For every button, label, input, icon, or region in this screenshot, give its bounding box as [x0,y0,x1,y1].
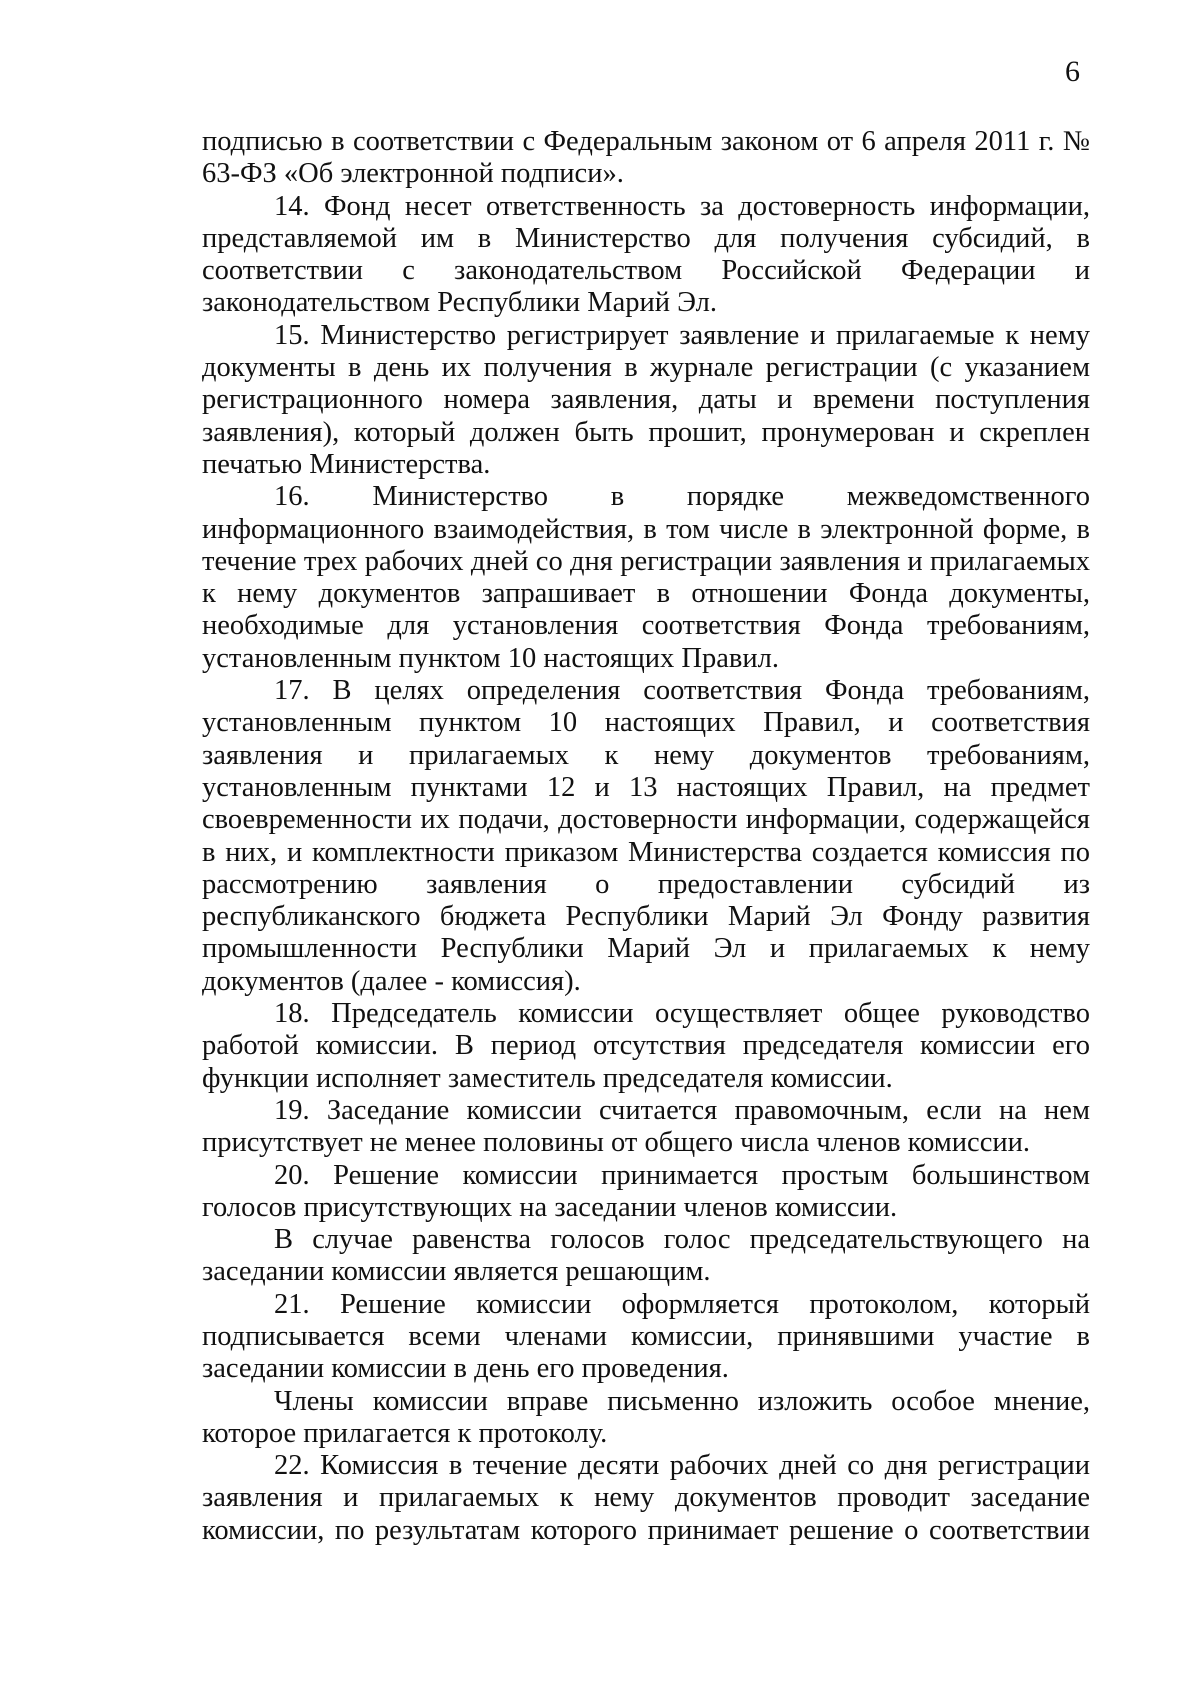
paragraph-21: 21. Решение комиссии оформляется протоколом, который подписывается всеми членами комиссии, принявшими участие в заседании комиссии в день его проведения. [202,1288,1090,1385]
document-body [202,126,1090,1547]
paragraph-14: 14. Фонд несет ответственность за достоверность информации, представляемой им в Министерство для получения субсидий, в соответствии с законодательством Российской Федерации и законодательством Республики Марий Эл. [202,190,1090,319]
paragraph-20: 20. Решение комиссии принимается простым большинством голосов присутствующих на заседании членов комиссии. [202,1159,1090,1223]
paragraph-18: 18. Председатель комиссии осуществляет общее руководство работой комиссии. В период отсутствия председателя комиссии его функции исполняет заместитель председателя комиссии. [202,998,1090,1094]
paragraph-17: 17. В целях определения соответствия Фонда требованиям, установленным пунктом 10 настоящих Правил, и соответствия заявления и прилагаемых к нему документов требованиям, установленным пунктами 12 и 13 настоящих Правил, на предмет своевременности их подачи, достоверности информации, содержащейся в них, и комплектности приказом Министерства создается комиссия по рассмотрению заявления о предоставлении субсидий из республиканского бюджета Республики Марий Эл Фонду развития промышленности Республики Марий Эл и прилагаемых к нему документов (далее - комиссия). [202,675,1090,997]
paragraph-19: 19. Заседание комиссии считается правомочным, если на нем присутствует не менее половины от общего числа членов комиссии. [202,1094,1090,1159]
paragraph-13-continuation: подписью в соответствии с Федеральным законом от 6 апреля 2011 г. № 63-ФЗ «Об электронной подписи». [202,126,1090,190]
paragraph-20-tie-vote: В случае равенства голосов голос председательствующего на заседании комиссии является решающим. [202,1224,1090,1288]
paragraph-22: 22. Комиссия в течение десяти рабочих дней со дня регистрации заявления и прилагаемых к нему документов проводит заседание комиссии, по результатам которого принимает решение о соответствии [202,1450,1090,1546]
paragraph-15: 15. Министерство регистрирует заявление и прилагаемые к нему документы в день их получения в журнале регистрации (с указанием регистрационного номера заявления, даты и времени поступления заявления), который должен быть прошит, пронумерован и скреплен печатью Министерства. [202,319,1090,480]
paragraph-16: 16. Министерство в порядке межведомственного информационного взаимодействия, в том числе в электронной форме, в течение трех рабочих дней со дня регистрации заявления и прилагаемых к нему документов запрашивает в отношении Фонда документы, необходимые для установления соответствия Фонда требованиям, установленным пунктом 10 настоящих Правил. [202,481,1090,674]
page-number: 6 [1065,55,1080,88]
paragraph-21-dissent: Члены комиссии вправе письменно изложить особое мнение, которое прилагается к протоколу. [202,1385,1090,1449]
